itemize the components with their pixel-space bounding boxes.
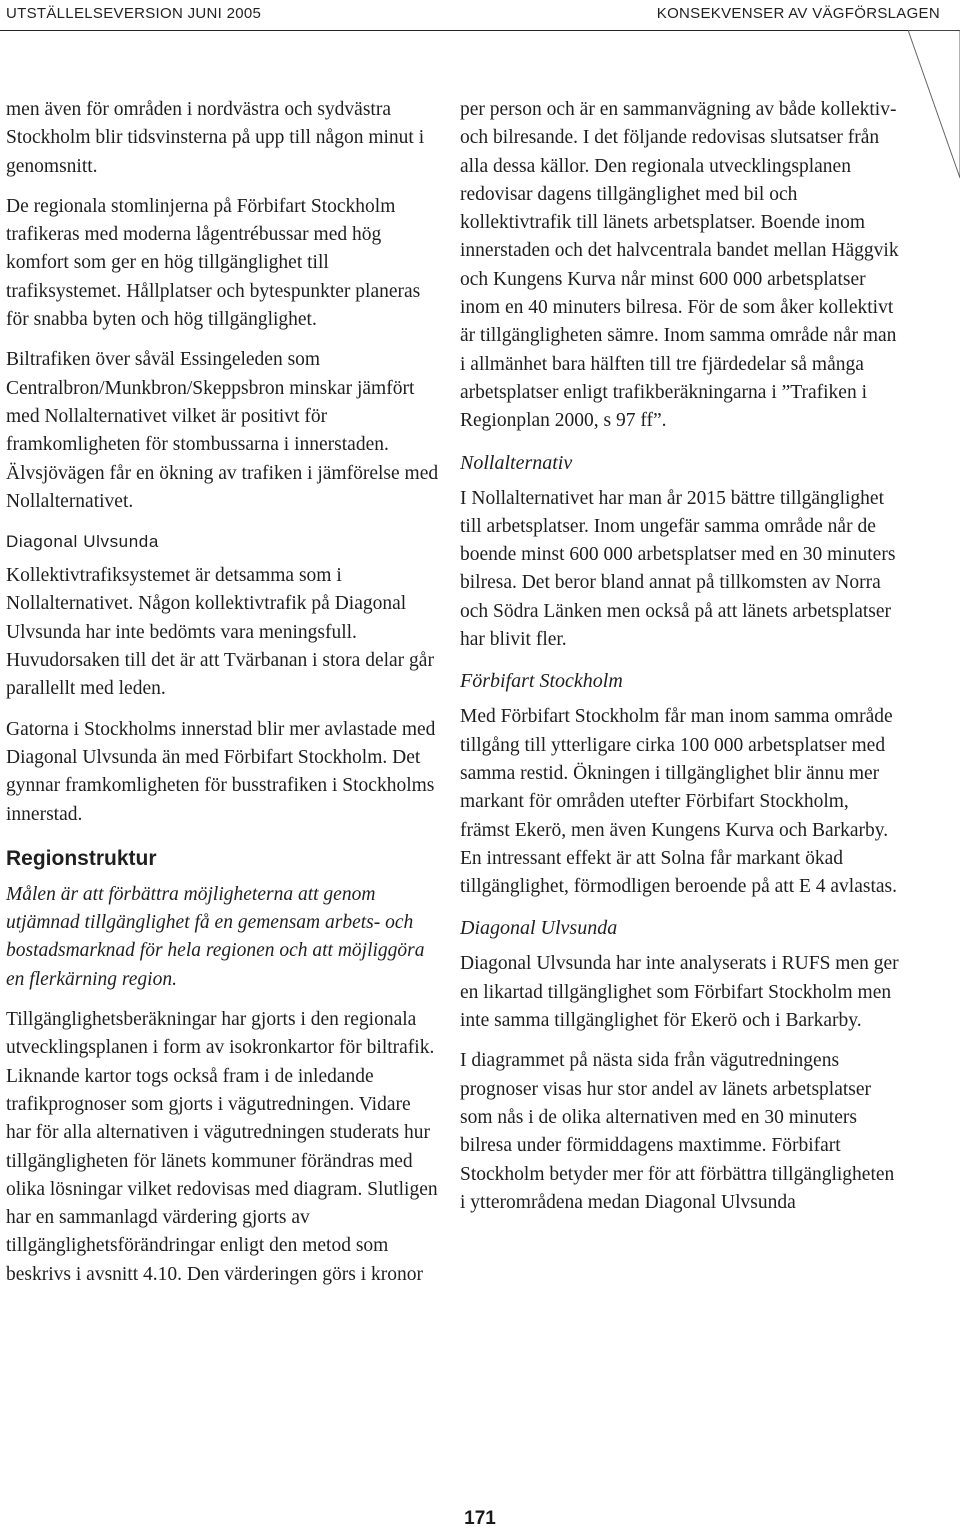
paragraph: Gatorna i Stockholms innerstad blir mer avlastade med Diagonal Ulvsunda än med Förbifart Stockholm. Det gynnar framkomligheten för busstrafiken i Stockholms innerstad. bbox=[6, 718, 436, 825]
page-corner-decoration bbox=[908, 30, 960, 178]
paragraph: I Nollalternativet har man år 2015 bättre tillgänglighet till arbetsplatser. Inom ungefär samma område når de boende minst 600 000 arbetsplatser med en 30 minuters bilresa. Det beror bland annat på tillkomsten av Norra och Södra Länken men också på att länets arbetsplatser har blivit fler. bbox=[460, 487, 896, 651]
paragraph: Kollektivtrafiksystemet är detsamma som i Nollalternativet. Någon kollektivtrafik på Diagonal Ulvsunda har inte bedömts vara meningsfull. Huvudorsaken till det är att Tvärbanan i stora delar går parallellt med leden. bbox=[6, 565, 434, 700]
lead-paragraph: Målen är att förbättra möjligheterna att genom utjämnad tillgänglighet få en gemensam arbets- och bostadsmarknad för hela regionen och att möjliggöra en flerkärning region. bbox=[6, 883, 425, 990]
paragraph: Med Förbifart Stockholm får man inom samma område tillgång till ytterligare cirka 100 000 arbetsplatser med samma restid. Ökningen i tillgänglighet blir ännu mer markant för områden utefter Förbifart Stockholm, främst Ekerö, men även Kungens Kurva och Barkarby. En intressant effekt är att Solna får markant ökad tillgänglighet, förmodligen beroende på att E 4 avlastas. bbox=[460, 706, 897, 898]
paragraph: Diagonal Ulvsunda har inte analyserats i RUFS men ger en likartad tillgänglighet som Förbifart Stockholm men inte samma tillgänglighet för Ekerö och i Barkarby. bbox=[460, 953, 899, 1032]
subheading-nollalternativ: Nollalternativ bbox=[460, 451, 573, 474]
subheading-diagonal-ulvsunda: Diagonal Ulvsunda bbox=[460, 917, 618, 940]
paragraph: I diagrammet på nästa sida från vägutredningens prognoser visas hur stor andel av länets arbetsplatser som nås i de olika alternativen med en 30 minuters bilresa under förmiddagens maxtimme. Förbifart Stockholm betyder mer för att förbättra tillgängligheten i ytterområdena medan Diagonal Ulvsunda bbox=[460, 1050, 895, 1213]
paragraph: Biltrafiken över såväl Essingeleden som Centralbron/Munkbron/Skeppsbron minskar jämfört med Nollalternativet vilket är positivt för framkomligheten för stombussarna i innerstaden. Älvsjövägen får en ökning av trafiken i jämförelse med Nollalternativet. bbox=[6, 349, 439, 512]
subheading-diagonal-ulvsunda: Diagonal Ulvsunda bbox=[6, 532, 159, 552]
right-column bbox=[460, 96, 900, 1217]
paragraph: De regionala stomlinjerna på Förbifart Stockholm trafikeras med moderna lågentrébussar med hög komfort som ger en hög tillgänglighet till trafiksystemet. Hållplatser och bytespunkter planeras för snabba byten och hög tillgänglighet. bbox=[6, 195, 421, 331]
running-header-right: KONSEKVENSER AV VÄGFÖRSLAGEN bbox=[656, 5, 940, 22]
paragraph: Tillgänglighetsberäkningar har gjorts i den regionala utvecklingsplanen i form av isokronkartor för biltrafik. Liknande kartor togs också fram i de inledande trafikprognoser som gjorts i vägutredningen. Vidare har för alla alternativen i vägutredningen studerats hur tillgängligheten för länets kommuner förändras med olika lösningar vilket redovisas med diagram. Slutligen har en sammanlagd värdering gjorts av tillgänglighetsförändringar enligt den metod som beskrivs i avsnitt 4.10. Den värderingen görs i kronor bbox=[6, 1009, 438, 1285]
header-bar bbox=[0, 0, 960, 31]
section-heading-regionstruktur: Regionstruktur bbox=[6, 846, 157, 870]
left-column bbox=[6, 96, 440, 1289]
paragraph: men även för områden i nordvästra och sydvästra Stockholm blir tidsvinsterna på upp till någon minut i genomsnitt. bbox=[6, 99, 425, 177]
page-number: 171 bbox=[464, 1508, 496, 1529]
running-header-left: UTSTÄLLELSEVERSION JUNI 2005 bbox=[6, 5, 262, 22]
paragraph: per person och är en sammanvägning av både kollektiv- och bilresande. I det följande redovisas slutsatser från alla dessa källor. Den regionala utvecklingsplanen redovisar dagens tillgänglighet med bil och kollektivtrafik till länets arbetsplatser. Boende inom innerstaden och det halvcentrala bandet mellan Häggvik och Kungens Kurva når minst 600 000 arbetsplatser inom en 40 minuters bilresa. För de som åker kollektivt är tillgängligheten sämre. Inom samma område når man i allmänhet bara hälften till tre fjärdedelar så många arbetsplatser enligt trafikberäkningarna i ”Trafiken i Regionplan 2000, s 97 ff”. bbox=[460, 99, 899, 432]
subheading-forbifart-stockholm: Förbifart Stockholm bbox=[460, 670, 623, 693]
